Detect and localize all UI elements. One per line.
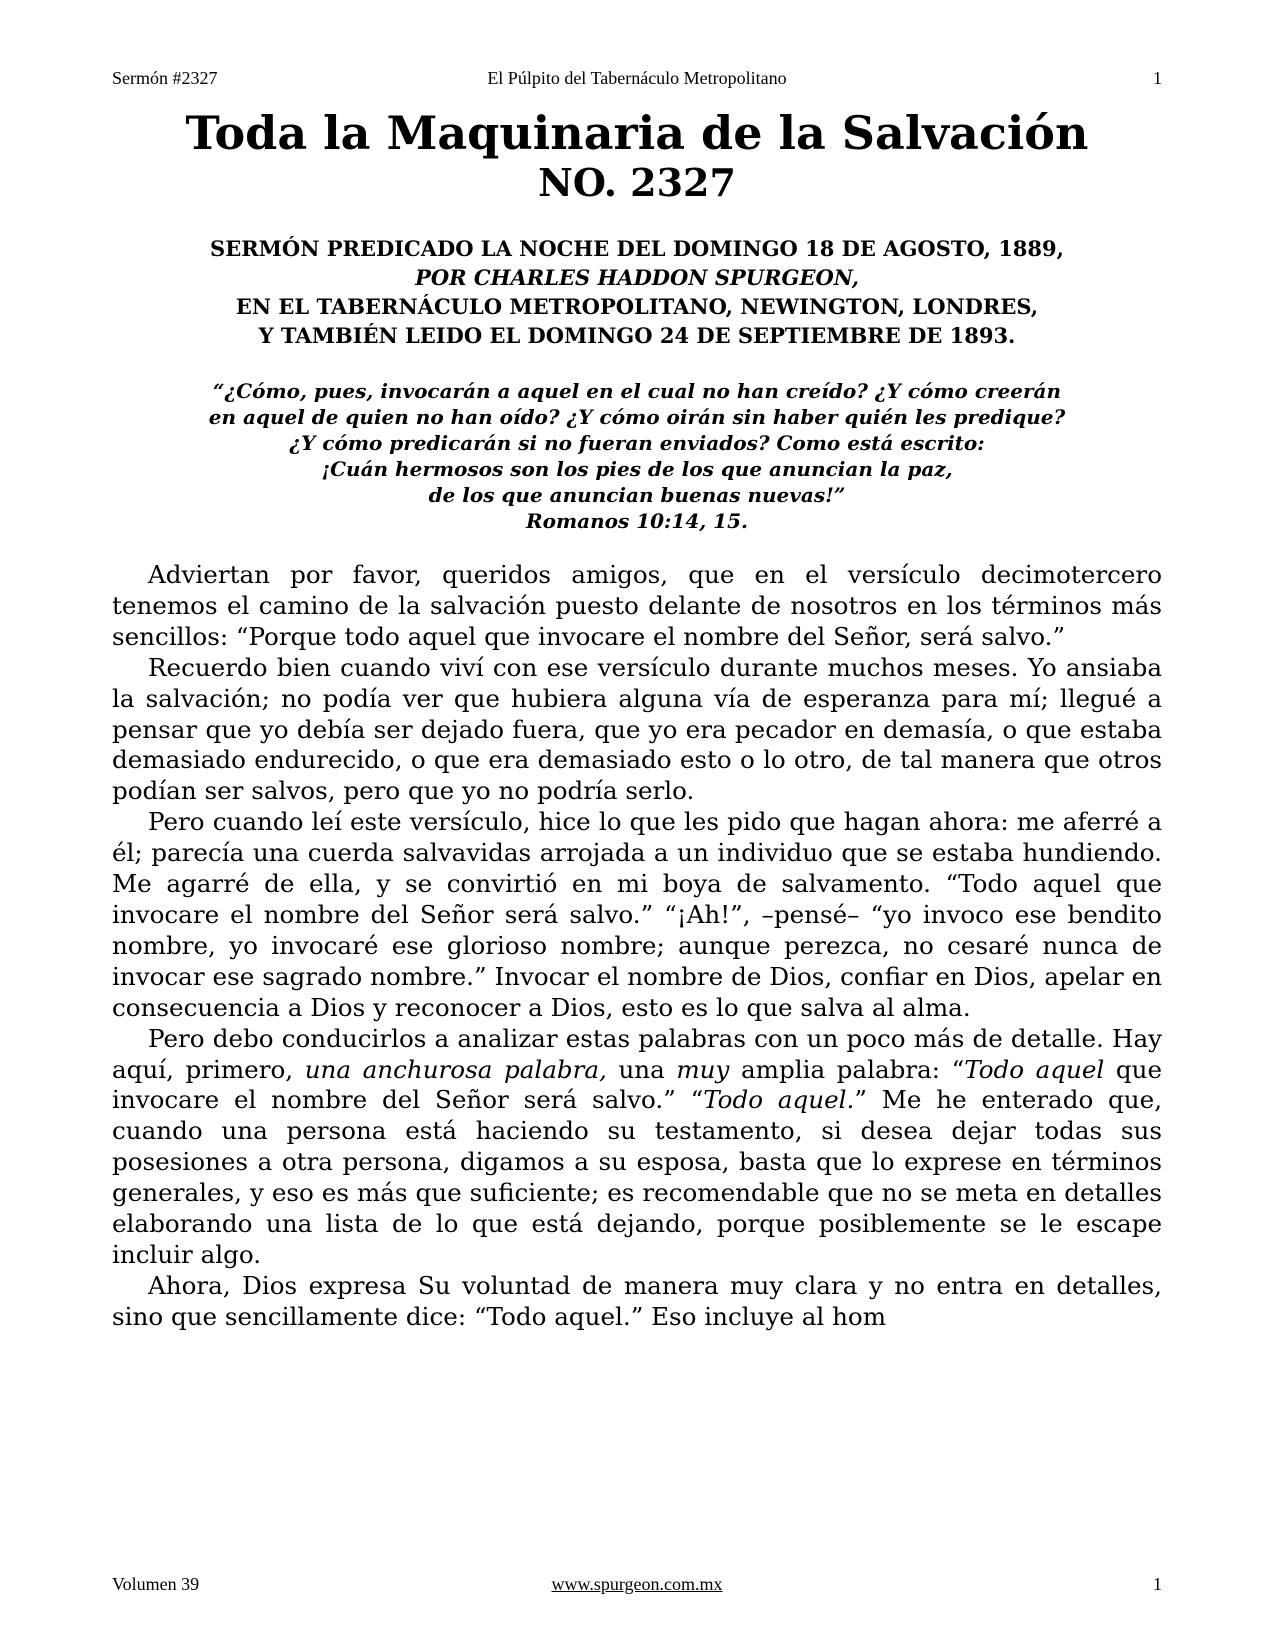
running-footer: [112, 1574, 1162, 1598]
scripture-line: de los que anuncian buenas nuevas!”: [428, 483, 846, 507]
emphasis: Todo aquel.: [703, 1085, 855, 1115]
sermon-body: [112, 560, 1162, 1333]
body-paragraph: Adviertan por favor, queridos amigos, que en el versículo decimotercero tenemos el camino de la salvación puesto delante de nosotros en los términos más sencillos: “Porque todo aquel que invocare el nombre del Señor, será salvo.”: [112, 560, 1162, 651]
subtitle-line: SERMÓN PREDICADO LA NOCHE DEL DOMINGO 18 DE AGOSTO, 1889,: [210, 236, 1064, 261]
footer-page-number: 1: [1153, 1574, 1162, 1594]
emphasis: muy: [676, 1054, 730, 1084]
header-publication: El Púlpito del Tabernáculo Metropolitano: [487, 68, 787, 88]
scripture-line: “¿Cómo, pues, invocarán a aquel en el cual no han creído? ¿Y cómo creerán: [212, 379, 1062, 403]
text-run: amplia palabra: “: [729, 1054, 965, 1084]
scripture-line: ¿Y cómo predicarán si no fueran enviados? Como está escrito:: [289, 431, 985, 455]
emphasis: una anchurosa palabra,: [304, 1054, 607, 1084]
header-sermon-number: Sermón #2327: [112, 68, 218, 88]
footer-volume: Volumen 39: [112, 1574, 200, 1594]
scripture-line: ¡Cuán hermosos son los pies de los que anuncian la paz,: [321, 457, 953, 481]
body-paragraph: [112, 1024, 1162, 1271]
scripture-quote: [112, 378, 1162, 534]
footer-website-container: [112, 1574, 1162, 1595]
emphasis: Todo aquel: [964, 1054, 1105, 1084]
running-header: [112, 68, 1162, 96]
text-run: Pero debo conducirlos a analizar estas palabras con un poco más de detalle. Hay aquí, primero,: [112, 1023, 1162, 1084]
header-page-number: 1: [1153, 68, 1162, 88]
subtitle-author: POR CHARLES HADDON SPURGEON,: [415, 265, 859, 290]
text-run: una: [606, 1054, 677, 1084]
text-run: ” Me he enterado que, cuando una persona está haciendo su testamento, si desea dejar todas sus posesiones a otra persona, digamos a su esposa, basta que lo exprese en términos generales, y eso es más que suficiente; es recomendable que no se meta en detalles elaborando una lista de lo que está dejando, porque posiblemente se le escape incluir algo.: [112, 1085, 1163, 1269]
document-page: [112, 68, 1162, 1333]
subtitle-line: Y TAMBIÉN LEIDO EL DOMINGO 24 DE SEPTIEMBRE DE 1893.: [258, 323, 1016, 348]
sermon-number: NO. 2327: [538, 160, 736, 205]
body-paragraph: Recuerdo bien cuando viví con ese versículo durante muchos meses. Yo ansiaba la salvación; no podía ver que hubiera alguna vía de esperanza para mí; llegué a pensar que yo debía ser dejado fuera, que yo era pecador en demasía, o que estaba demasiado endurecido, o que era demasiado esto o lo otro, de tal manera que otros podían ser salvos, pero que yo no podría serlo.: [112, 652, 1162, 806]
text-run: que invocare el nombre del Señor será salvo.” “: [112, 1054, 1162, 1115]
subtitle-line: EN EL TABERNÁCULO METROPOLITANO, NEWINGTON, LONDRES,: [235, 294, 1039, 319]
scripture-line: en aquel de quien no han oído? ¿Y cómo oirán sin haber quién les predique?: [208, 405, 1066, 429]
body-paragraph: Ahora, Dios expresa Su voluntad de manera muy clara y no entra en detalles, sino que sencillamente dice: “Todo aquel.” Eso incluye al hom: [112, 1270, 1162, 1331]
sermon-subtitle: [112, 234, 1162, 350]
scripture-reference: Romanos 10:14, 15.: [526, 509, 748, 533]
body-paragraph: Pero cuando leí este versículo, hice lo que les pido que hagan ahora: me aferré a él; parecía una cuerda salvavidas arrojada a un individuo que se estaba hundiendo. Me agarré de ella, y se convirtió en mi boya de salvamento. “Todo aquel que invocare el nombre del Señor será salvo.” “¡Ah!”, –pensé– “yo invoco ese bendito nombre, yo invocaré ese glorioso nombre; aunque perezca, no cesaré nunca de invocar ese sagrado nombre.” Invocar el nombre de Dios, confiar en Dios, apelar en consecuencia a Dios y reconocer a Dios, esto es lo que salva al alma.: [112, 807, 1162, 1022]
website-link[interactable]: www.spurgeon.com.mx: [551, 1574, 723, 1594]
sermon-title: Toda la Maquinaria de la Salvación: [185, 106, 1089, 160]
